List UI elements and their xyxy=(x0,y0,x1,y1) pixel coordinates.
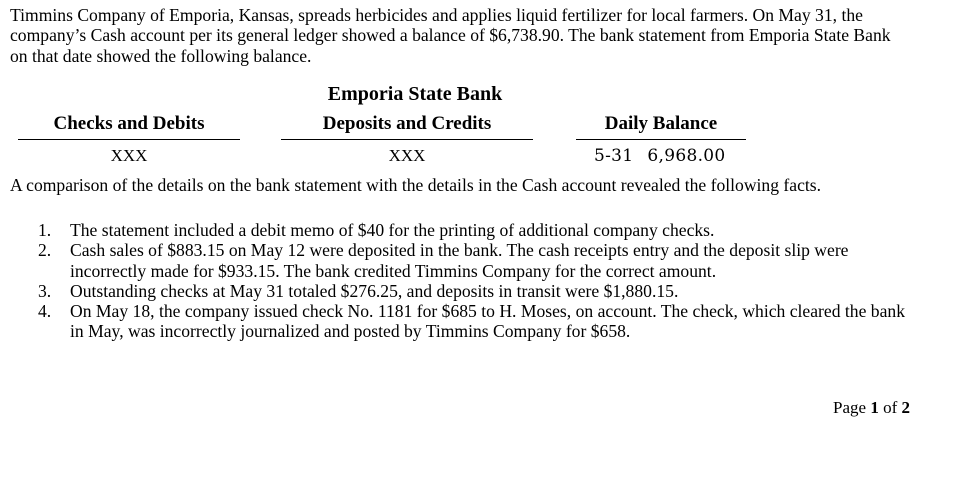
balance-amount: 6,968.00 xyxy=(647,146,726,166)
fact-item xyxy=(28,281,908,301)
page-label: Page xyxy=(833,398,867,417)
deposits-value: XXX xyxy=(388,146,426,165)
balance-date: 5-31 xyxy=(594,146,634,166)
fact-text: On May 18, the company issued check No. 1181 for $685 to H. Moses, on account. The check, which cleared the bank in May, was incorrectly journalized and posted by Timmins Company for $658. xyxy=(70,301,905,342)
column-header-balance: Daily Balance xyxy=(576,113,746,140)
column-header-checks: Checks and Debits xyxy=(18,113,240,140)
bank-statement-title: Emporia State Bank xyxy=(327,83,503,105)
page-of-label: of xyxy=(883,398,898,417)
fact-item xyxy=(28,301,908,342)
intro-paragraph: Timmins Company of Emporia, Kansas, spreads herbicides and applies liquid fertilizer for local farmers. On May 31, the company’s Cash account per its general ledger showed a balance of $6,738.90. The bank statement from Emporia State Bank on that date showed the following balance. xyxy=(10,5,891,66)
fact-number: 4. xyxy=(38,301,52,322)
fact-text: Outstanding checks at May 31 totaled $276.25, and deposits in transit were $1,880.15. xyxy=(70,280,679,301)
fact-number: 2. xyxy=(38,240,52,261)
fact-number: 3. xyxy=(38,280,52,301)
fact-text: Cash sales of $883.15 on May 12 were deposited in the bank. The cash receipts entry and the deposit slip were incorrectly made for $933.15. The bank credited Timmins Company for the correct amount. xyxy=(70,240,849,281)
fact-number: 1. xyxy=(38,220,52,240)
fact-text: The statement included a debit memo of $40 for the printing of additional company checks. xyxy=(70,220,715,240)
facts-list xyxy=(28,220,908,342)
comparison-paragraph: A comparison of the details on the bank statement with the details in the Cash account revealed the following facts. xyxy=(10,175,822,195)
fact-item xyxy=(28,220,908,240)
page-number xyxy=(833,398,910,418)
page-current: 1 xyxy=(870,398,879,417)
fact-item xyxy=(28,240,908,281)
daily-balance-cell xyxy=(594,146,726,166)
page-total: 2 xyxy=(901,398,910,417)
checks-value: XXX xyxy=(110,146,148,165)
column-header-deposits: Deposits and Credits xyxy=(281,113,533,140)
